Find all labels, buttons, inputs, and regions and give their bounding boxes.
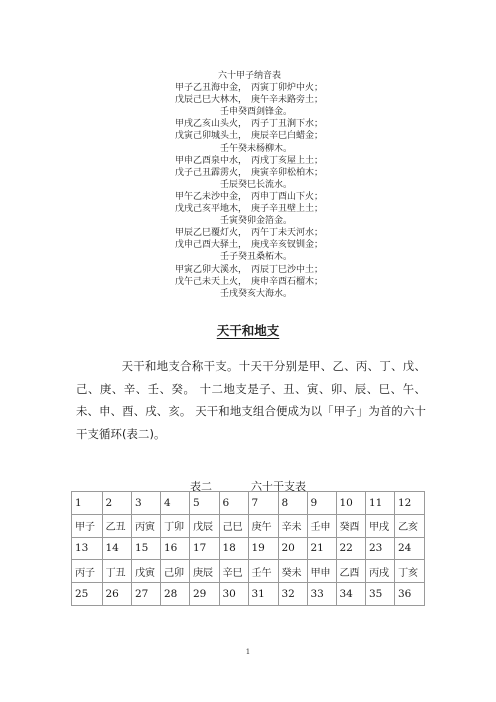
table-cell-number: 31 — [248, 583, 278, 606]
table-cell-ganzhi: 癸未 — [278, 560, 307, 583]
poem-line-first: 甲辰乙巳覆灯火， — [175, 228, 248, 239]
poem-line — [0, 118, 496, 130]
table-cell-number: 18 — [219, 537, 248, 560]
poem-line — [0, 155, 496, 167]
table-cell-ganzhi: 己巳 — [219, 514, 248, 537]
table-cell-number: 25 — [72, 583, 103, 606]
table-cell-ganzhi: 戊寅 — [132, 560, 161, 583]
poem-line-first: 甲子乙丑海中金， — [175, 83, 248, 94]
table-row — [72, 492, 425, 515]
poem-line-first: 戊寅己卯城头土， — [175, 131, 248, 142]
poem-line — [0, 191, 496, 203]
poem-line-second: 丙子丁丑涧下水； — [251, 119, 324, 130]
table-cell-number: 34 — [336, 583, 366, 606]
table-cell-number: 28 — [161, 583, 190, 606]
poem-line-first: 壬申癸酉剑锋金。 — [220, 107, 293, 118]
table-cell-ganzhi: 乙丑 — [102, 514, 132, 537]
table-cell-number: 2 — [102, 492, 132, 515]
poem-line-first: 甲午乙未沙中金， — [175, 191, 248, 202]
table-cell-number: 5 — [190, 492, 220, 515]
table-cell-number: 3 — [132, 492, 161, 515]
table-cell-number: 22 — [336, 537, 366, 560]
table-row — [72, 537, 425, 560]
table-cell-number: 15 — [132, 537, 161, 560]
table-cell-number: 14 — [102, 537, 132, 560]
table-cell-ganzhi: 丙戌 — [366, 560, 395, 583]
table-cell-number: 16 — [161, 537, 190, 560]
table-cell-ganzhi: 壬申 — [307, 514, 336, 537]
table-cell-number: 12 — [395, 492, 425, 515]
table-cell-ganzhi: 丁卯 — [161, 514, 190, 537]
poem-line — [0, 264, 496, 276]
poem-line — [0, 179, 496, 191]
table-cell-number: 1 — [72, 492, 103, 515]
table-cell-number: 35 — [366, 583, 395, 606]
table-cell-number: 26 — [102, 583, 132, 606]
table-cell-ganzhi: 甲戌 — [366, 514, 395, 537]
table-cell-ganzhi: 丁亥 — [395, 560, 425, 583]
poem-line-first: 戊戌己亥平地木， — [175, 204, 248, 215]
table-cell-ganzhi: 戊辰 — [190, 514, 220, 537]
table-cell-ganzhi: 乙亥 — [395, 514, 425, 537]
table-cell-number: 20 — [278, 537, 307, 560]
table-cell-number: 6 — [219, 492, 248, 515]
table-cell-number: 13 — [72, 537, 103, 560]
table-cell-number: 33 — [307, 583, 336, 606]
table-cell-ganzhi: 辛巳 — [219, 560, 248, 583]
poem-line-first: 壬戌癸亥大海水。 — [220, 288, 293, 299]
table-caption-title: 六十干支表 — [251, 480, 306, 493]
poem-line-second: 庚戌辛亥钗钏金； — [251, 240, 324, 251]
table-cell-ganzhi: 丁丑 — [102, 560, 132, 583]
poem-line-first: 甲申乙酉泉中水， — [175, 155, 248, 166]
poem-line — [0, 82, 496, 94]
table-cell-ganzhi: 甲申 — [307, 560, 336, 583]
table-cell-ganzhi: 己卯 — [161, 560, 190, 583]
poem-line — [0, 130, 496, 142]
table-cell-ganzhi: 甲子 — [72, 514, 103, 537]
poem-line-second: 丙戌丁亥屋上土； — [251, 155, 324, 166]
poem-line-first: 戊午己未天上火， — [175, 276, 248, 287]
table-cell-number: 29 — [190, 583, 220, 606]
table-cell-number: 11 — [366, 492, 395, 515]
table-cell-number: 19 — [248, 537, 278, 560]
table-cell-number: 23 — [366, 537, 395, 560]
nayin-poem — [0, 70, 496, 300]
poem-line — [0, 167, 496, 179]
table-cell-ganzhi: 庚午 — [248, 514, 278, 537]
table-cell-ganzhi: 乙酉 — [336, 560, 366, 583]
table-cell-ganzhi: 癸酉 — [336, 514, 366, 537]
table-cell-number: 7 — [248, 492, 278, 515]
table-cell-ganzhi: 壬午 — [248, 560, 278, 583]
section-heading: 天干和地支 — [216, 323, 280, 338]
table-cell-number: 17 — [190, 537, 220, 560]
table-cell-number: 4 — [161, 492, 190, 515]
poem-line-second: 丙寅丁卯炉中火； — [251, 83, 324, 94]
poem-line-first: 壬子癸丑桑柘木。 — [220, 252, 293, 263]
table-cell-ganzhi: 丙寅 — [132, 514, 161, 537]
body-paragraph: 天干和地支合称干支。十天干分别是甲、乙、丙、丁、戊、己、庚、辛、壬、癸。 十二地支是子、丑、寅、卯、辰、巳、午、未、申、酉、戌、亥。 天干和地支组合便成为以「甲子」为首的六十干支循环(表二)。 — [76, 359, 426, 441]
poem-line — [0, 203, 496, 215]
poem-line-first: 戊辰己巳大林木， — [175, 95, 248, 106]
table-cell-number: 24 — [395, 537, 425, 560]
poem-line-second: 丙辰丁巳沙中土； — [251, 264, 324, 275]
poem-line-second: 庚申辛酉石榴木； — [251, 276, 324, 287]
poem-line-second: 庚子辛丑壁上土； — [251, 204, 324, 215]
poem-line-second: 丙午丁未天河水； — [251, 228, 324, 239]
poem-line — [0, 227, 496, 239]
table-cell-number: 21 — [307, 537, 336, 560]
poem-line — [0, 239, 496, 251]
poem-line — [0, 106, 496, 118]
table-row — [72, 560, 425, 583]
table-caption-label: 表二 — [190, 480, 212, 493]
poem-line — [0, 288, 496, 300]
table-cell-number: 30 — [219, 583, 248, 606]
table-cell-ganzhi: 庚辰 — [190, 560, 220, 583]
ganzhi-table — [71, 491, 425, 606]
table-cell-ganzhi: 辛未 — [278, 514, 307, 537]
poem-line — [0, 215, 496, 227]
poem-line — [0, 143, 496, 155]
poem-line-second: 丙申丁酉山下火； — [251, 191, 324, 202]
poem-line — [0, 276, 496, 288]
table-cell-number: 36 — [395, 583, 425, 606]
poem-line-first: 六十甲子纳音表 — [218, 71, 282, 81]
poem-line — [0, 70, 496, 82]
table-cell-number: 27 — [132, 583, 161, 606]
poem-line-first: 壬辰癸巳长流水。 — [220, 179, 293, 190]
table-cell-number: 8 — [278, 492, 307, 515]
poem-line-first: 壬寅癸卯金箔金。 — [220, 216, 293, 227]
poem-line-second: 庚辰辛巳白蜡金； — [251, 131, 324, 142]
table-cell-ganzhi: 丙子 — [72, 560, 103, 583]
poem-line-second: 庚午辛未路旁土； — [251, 95, 324, 106]
poem-line-first: 壬午癸未杨柳木。 — [220, 143, 293, 154]
table-cell-number: 9 — [307, 492, 336, 515]
poem-line-first: 戊子己丑霹雳火， — [175, 167, 248, 178]
table-cell-number: 32 — [278, 583, 307, 606]
poem-line-first: 戊申己酉大驿土， — [175, 240, 248, 251]
table-row — [72, 583, 425, 606]
poem-line-first: 甲寅乙卯大溪水， — [175, 264, 248, 275]
poem-line-first: 甲戌乙亥山头火， — [175, 119, 248, 130]
poem-line — [0, 94, 496, 106]
poem-line — [0, 251, 496, 263]
poem-line-second: 庚寅辛卯松柏木； — [251, 167, 324, 178]
page-number: 1 — [245, 648, 251, 656]
table-row — [72, 514, 425, 537]
table-cell-number: 10 — [336, 492, 366, 515]
